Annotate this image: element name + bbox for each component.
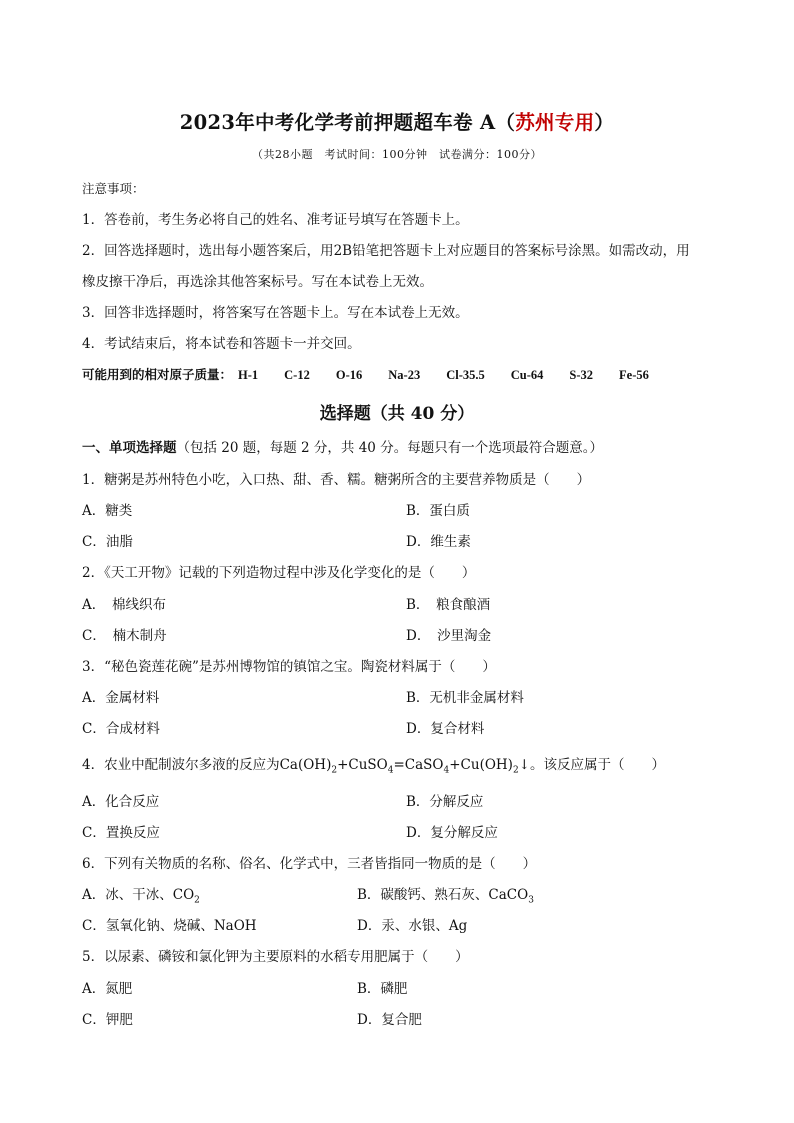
question-1-option-d[interactable]: D．维生素 [406,534,471,550]
question-4-stem: 4．农业中配制波尔多液的反应为$Ca(OH)_2+CuSO_4=CaSO_4+Cu(OH)_2↓$。该反应属于（ ） [82,757,665,776]
question-5-stem: 5．以尿素、磷铵和氯化钾为主要原料的水稻专用肥属于（ ） [82,949,469,965]
question-1-option-c[interactable]: C．油脂 [82,534,133,550]
question-2-option-d[interactable]: D． 沙里淘金 [406,628,492,644]
question-1-option-a[interactable]: A．糖类 [82,503,133,519]
question-5-option-b[interactable]: B．磷肥 [357,981,408,997]
notice-item-1: 1．答卷前，考生务必将自己的姓名、准考证号填写在答题卡上。 [82,212,469,228]
question-1-option-b[interactable]: B．蛋白质 [406,503,470,519]
notice-item-2-cont: 橡皮擦干净后，再选涂其他答案标号。写在本试卷上无效。 [82,274,433,290]
question-5-option-d[interactable]: D．复合肥 [357,1012,422,1028]
question-3-stem: 3．“秘色瓷莲花碗”是苏州博物馆的镇馆之宝。陶瓷材料属于（ ） [82,659,496,675]
reaction-equation: $Ca(OH)_2+CuSO_4=CaSO_4+Cu(OH)_2↓$ [279,757,530,776]
question-1-stem: 1．糖粥是苏州特色小吃，入口热、甜、香、糯。糖粥所含的主要营养物质是（ ） [82,472,591,488]
question-4-option-c[interactable]: C．置换反应 [82,825,160,841]
exam-title: 2023年中考化学考前押题超车卷 A（苏州专用） [179,111,615,134]
question-2-option-c[interactable]: C． 楠木制舟 [82,628,167,644]
question-2-option-b[interactable]: B． 粮食酿酒 [406,597,491,613]
question-3-option-b[interactable]: B．无机非金属材料 [406,690,524,706]
section-title: 选择题（共 40 分） [319,404,475,424]
mass-c: C-12 [284,368,310,382]
question-6-option-a[interactable]: A．冰、干冰、$CO_2$ [82,887,200,906]
question-6-stem: 6．下列有关物质的名称、俗名、化学式中，三者皆指同一物质的是（ ） [82,856,537,872]
question-3-option-c[interactable]: C．合成材料 [82,721,160,737]
mass-na: Na-23 [388,368,421,382]
masses-label: 可能用到的相对原子质量： [82,368,233,382]
question-3-option-d[interactable]: D．复合材料 [406,721,485,737]
question-2-option-a[interactable]: A． 棉线织布 [82,597,166,613]
part-desc: （包括 20 题，每题 2 分，共 40 分。每题只有一个选项最符合题意。） [176,440,603,456]
notice-item-4: 4．考试结束后，将本试卷和答题卡一并交回。 [82,336,361,352]
mass-o: O-16 [335,368,363,382]
question-6-option-d[interactable]: D．汞、水银、Ag [357,918,468,934]
question-4-option-a[interactable]: A．化合反应 [82,794,160,810]
question-3-option-a[interactable]: A．金属材料 [82,690,160,706]
part-heading [82,436,603,456]
question-4-option-d[interactable]: D．复分解反应 [406,825,498,841]
mass-cu: Cu-64 [510,368,544,382]
exam-subtitle: （共28小题 考试时间：100分钟 试卷满分：100分） [252,148,542,161]
mass-cl: Cl-35.5 [446,368,485,382]
question-2-stem: 2．《天工开物》记载的下列造物过程中涉及化学变化的是（ ） [82,565,476,581]
question-5-option-a[interactable]: A．氮肥 [82,981,133,997]
question-4-option-b[interactable]: B．分解反应 [406,794,484,810]
question-6-option-c[interactable]: C．氢氧化钠、烧碱、NaOH [82,918,257,934]
mass-fe: Fe-56 [619,368,649,382]
atomic-masses [82,365,675,383]
part-label: 一、单项选择题 [82,440,177,456]
notice-item-2: 2．回答选择题时，选出每小题答案后，用2B铅笔把答题卡上对应题目的答案标号涂黑。如需改动，用 [82,243,690,259]
question-5-option-c[interactable]: C．钾肥 [82,1012,133,1028]
mass-s: S-32 [569,368,594,382]
mass-h: H-1 [238,368,259,382]
title-highlight: 苏州专用 [515,111,595,134]
notice-heading: 注意事项： [82,181,145,196]
notice-item-3: 3．回答非选择题时，将答案写在答题卡上。写在本试卷上无效。 [82,305,469,321]
question-6-option-b[interactable]: B．碳酸钙、熟石灰、CaCO$_3$ [357,887,534,906]
